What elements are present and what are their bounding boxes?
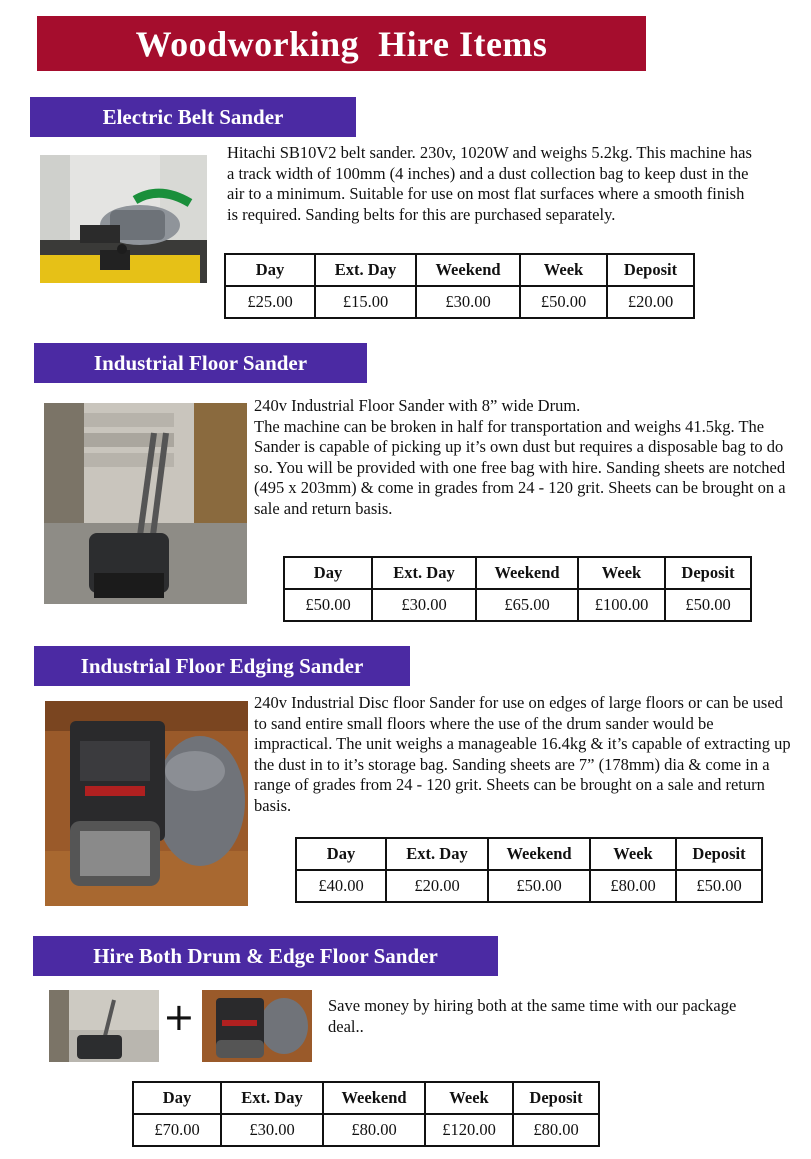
edge-sander-thumbnail xyxy=(202,990,312,1062)
plus-sign: + xyxy=(163,995,195,1039)
price-deposit: £20.00 xyxy=(607,286,694,318)
price-weekend: £65.00 xyxy=(476,589,578,621)
floor-sander-price-table xyxy=(283,556,752,622)
belt-sander-price-table xyxy=(224,253,695,319)
section-header-hire-both: Hire Both Drum & Edge Floor Sander xyxy=(33,936,498,976)
header-deposit: Deposit xyxy=(665,557,751,589)
hire-both-description: Save money by hiring both at the same time with our package deal.. xyxy=(328,996,737,1036)
belt-sander-photo xyxy=(40,155,207,283)
header-weekend: Weekend xyxy=(476,557,578,589)
edging-sander-description: 240v Industrial Disc floor Sander for use on edges of large floors or can be used to sand entire small floors where the use of the drum sander would be impractical. The unit weighs a manageable 16.4kg & it’s capable of extracting up the dust in to it’s storage bag. Sanding sheets are 7” (178mm) dia & come in a range of grades from 24 - 120 grit. Sheets can be brought on a sale and return basis. xyxy=(254,693,791,815)
price-week: £50.00 xyxy=(520,286,607,318)
price-ext-day: £15.00 xyxy=(315,286,416,318)
header-day: Day xyxy=(284,557,372,589)
price-deposit: £80.00 xyxy=(513,1114,599,1146)
header-day: Day xyxy=(296,838,386,870)
header-deposit: Deposit xyxy=(676,838,762,870)
header-week: Week xyxy=(520,254,607,286)
header-ext-day: Ext. Day xyxy=(315,254,416,286)
belt-sander-description: Hitachi SB10V2 belt sander. 230v, 1020W and weighs 5.2kg. This machine has a track width of 100mm (4 inches) and a dust collection bag to keep dust in the air to a minimum. Suitable for use on most flat surfaces where a smooth finish is required. Sanding belts for this are purchased separately. xyxy=(227,143,752,224)
header-day: Day xyxy=(225,254,315,286)
price-ext-day: £20.00 xyxy=(386,870,488,902)
price-day: £50.00 xyxy=(284,589,372,621)
header-ext-day: Ext. Day xyxy=(221,1082,323,1114)
header-weekend: Weekend xyxy=(323,1082,425,1114)
price-ext-day: £30.00 xyxy=(221,1114,323,1146)
price-day: £40.00 xyxy=(296,870,386,902)
section-header-edging-sander: Industrial Floor Edging Sander xyxy=(34,646,410,686)
price-week: £100.00 xyxy=(578,589,665,621)
price-deposit: £50.00 xyxy=(676,870,762,902)
hire-both-price-table xyxy=(132,1081,600,1147)
header-week: Week xyxy=(425,1082,513,1114)
floor-sander-photo xyxy=(44,403,247,604)
page-title: Woodworking Hire Items xyxy=(37,16,646,71)
header-deposit: Deposit xyxy=(513,1082,599,1114)
price-deposit: £50.00 xyxy=(665,589,751,621)
price-week: £80.00 xyxy=(590,870,676,902)
price-day: £70.00 xyxy=(133,1114,221,1146)
floor-sander-description: 240v Industrial Floor Sander with 8” wide Drum. The machine can be broken in half for transportation and weighs 41.5kg. The Sander is capable of picking up it’s own dust but requires a disposable bag to do so. You will be provided with one free bag with hire. Sanding sheets are notched (495 x 203mm) & come in grades from 24 - 120 grit. Sheets can be brought on a sale and return basis. xyxy=(254,396,786,518)
header-deposit: Deposit xyxy=(607,254,694,286)
section-header-belt-sander: Electric Belt Sander xyxy=(30,97,356,137)
price-weekend: £30.00 xyxy=(416,286,520,318)
header-weekend: Weekend xyxy=(488,838,590,870)
price-week: £120.00 xyxy=(425,1114,513,1146)
header-week: Week xyxy=(590,838,676,870)
edging-sander-photo xyxy=(45,701,248,906)
edging-sander-price-table xyxy=(295,837,763,903)
header-week: Week xyxy=(578,557,665,589)
header-ext-day: Ext. Day xyxy=(372,557,476,589)
price-weekend: £80.00 xyxy=(323,1114,425,1146)
price-day: £25.00 xyxy=(225,286,315,318)
header-ext-day: Ext. Day xyxy=(386,838,488,870)
price-weekend: £50.00 xyxy=(488,870,590,902)
header-weekend: Weekend xyxy=(416,254,520,286)
section-header-floor-sander: Industrial Floor Sander xyxy=(34,343,367,383)
header-day: Day xyxy=(133,1082,221,1114)
price-ext-day: £30.00 xyxy=(372,589,476,621)
drum-sander-thumbnail xyxy=(49,990,159,1062)
